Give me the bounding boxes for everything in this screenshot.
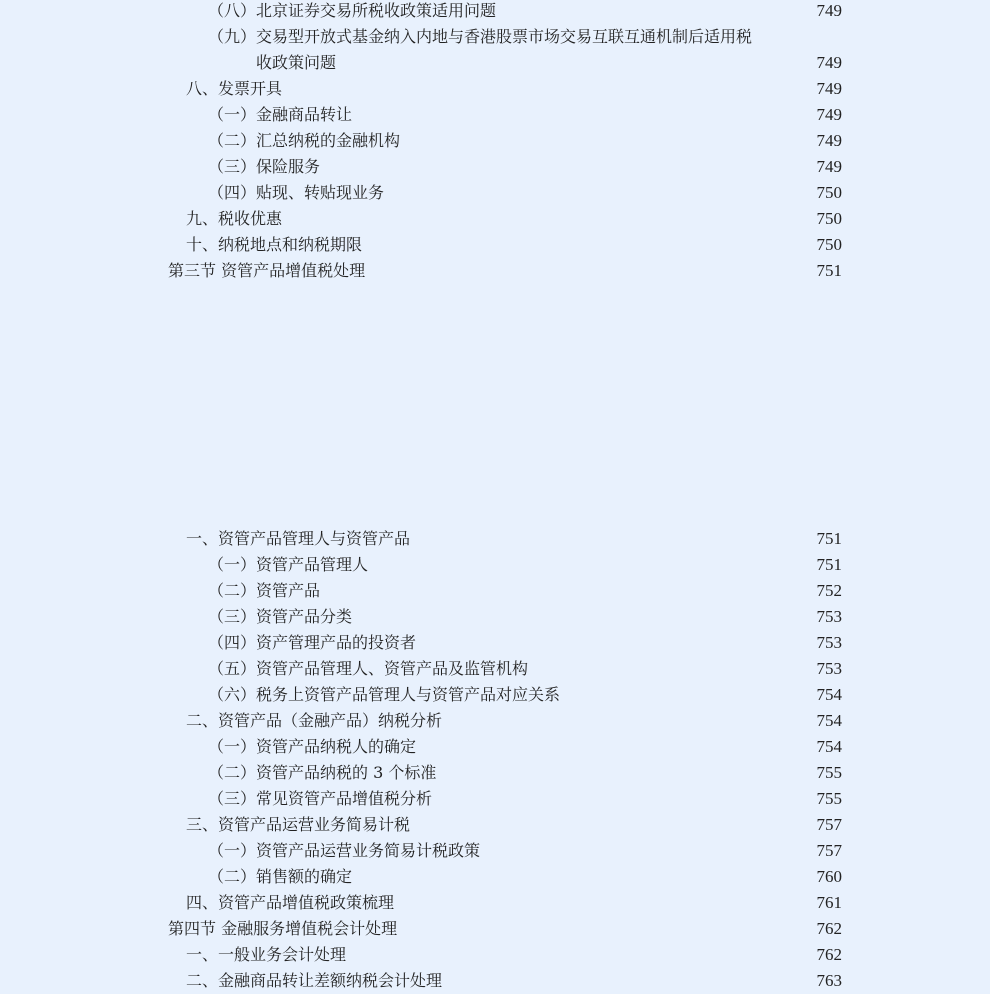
toc-entry-page-number: 754 [816, 737, 842, 756]
toc-entry-page-number: 750 [816, 209, 842, 228]
toc-entry [0, 760, 990, 786]
toc-entry [0, 102, 990, 128]
toc-entry-title: 一、一般业务会计处理 [186, 945, 347, 964]
toc-entry-page-number: 753 [816, 607, 842, 626]
toc-entry-page-number: 749 [816, 53, 842, 72]
toc-entry-page-number: 762 [816, 945, 842, 964]
toc-entry [0, 578, 990, 604]
toc-entry-title: 八、发票开具 [186, 79, 283, 98]
toc-entry-title: 第四节 金融服务增值税会计处理 [168, 919, 398, 938]
toc-entry-title: （二）销售额的确定 [208, 867, 353, 886]
toc-entry [0, 180, 990, 206]
toc-entry [0, 786, 990, 812]
toc-entry [0, 154, 990, 180]
toc-entry-title: 第三节 资管产品增值税处理 [168, 261, 366, 280]
toc-entry-title: （一）资管产品运营业务简易计税政策 [208, 841, 481, 860]
toc-entry-page-number: 753 [816, 633, 842, 652]
toc-section-heading [0, 916, 990, 942]
toc-section-heading [0, 258, 990, 284]
toc-entry [0, 24, 990, 50]
toc-entry-title: 三、资管产品运营业务简易计税 [186, 815, 411, 834]
toc-entry-title: （五）资管产品管理人、资管产品及监管机构 [208, 659, 529, 678]
toc-entry [0, 942, 990, 968]
toc-entry-title: （八）北京证券交易所税收政策适用问题 [208, 1, 497, 20]
toc-entry-page-number: 749 [816, 1, 842, 20]
toc-entry-title: （三）保险服务 [208, 157, 321, 176]
toc-entry [0, 838, 990, 864]
toc-entry-page-number: 751 [816, 529, 842, 548]
toc-entry [0, 968, 990, 994]
toc-entry [0, 890, 990, 916]
toc-entry-title: 一、资管产品管理人与资管产品 [186, 529, 411, 548]
toc-entry [0, 76, 990, 102]
toc-entry-page-number: 749 [816, 131, 842, 150]
toc-entry-page-number: 757 [816, 815, 842, 834]
toc-entry [0, 864, 990, 890]
toc-entry [0, 708, 990, 734]
toc-entry-page-number: 752 [816, 581, 842, 600]
toc-entry-title: （二）汇总纳税的金融机构 [208, 131, 401, 150]
toc-entry-title: （二）资管产品 [208, 581, 321, 600]
toc-entry-page-number: 750 [816, 183, 842, 202]
toc-entry [0, 206, 990, 232]
toc-entry-page-number: 754 [816, 711, 842, 730]
toc-entry-title: （一）资管产品管理人 [208, 555, 369, 574]
toc-entry [0, 682, 990, 708]
toc-entry [0, 526, 990, 552]
toc-entry [0, 0, 990, 24]
toc-entry-title: （四）资产管理产品的投资者 [208, 633, 417, 652]
toc-entry-title: （九）交易型开放式基金纳入内地与香港股票市场交易互联互通机制后适用税 [208, 27, 753, 46]
toc-entry [0, 552, 990, 578]
toc-entry-page-number: 754 [816, 685, 842, 704]
toc-entry-page-number: 749 [816, 105, 842, 124]
toc-entry-page-number: 763 [816, 971, 842, 990]
toc-entry-page-number: 757 [816, 841, 842, 860]
toc-entry-page-number: 751 [816, 261, 842, 280]
toc-entry-title: 九、税收优惠 [186, 209, 283, 228]
toc-entry-title: （六）税务上资管产品管理人与资管产品对应关系 [208, 685, 561, 704]
toc-entry-page-number: 760 [816, 867, 842, 886]
toc-entry-title: （二）资管产品纳税的 3 个标准 [208, 763, 437, 782]
toc-entry-page-number: 751 [816, 555, 842, 574]
toc-entry-title: （四）贴现、转贴现业务 [208, 183, 385, 202]
toc-entry-title: （一）金融商品转让 [208, 105, 353, 124]
toc-entry-title: 四、资管产品增值税政策梳理 [186, 893, 395, 912]
toc-entry-page-number: 753 [816, 659, 842, 678]
toc-entry [0, 232, 990, 258]
toc-entry-title: 收政策问题 [256, 53, 337, 72]
toc-entry-title: 十、纳税地点和纳税期限 [186, 235, 363, 254]
toc-entry [0, 604, 990, 630]
toc-entry [0, 656, 990, 682]
toc-entry-title: （三）常见资管产品增值税分析 [208, 789, 433, 808]
toc-entry-page-number: 755 [816, 763, 842, 782]
toc-entry [0, 50, 990, 76]
toc-entry-title: 二、资管产品（金融产品）纳税分析 [186, 711, 443, 730]
toc-entry-page-number: 761 [816, 893, 842, 912]
toc-entry-page-number: 749 [816, 79, 842, 98]
toc-entry [0, 128, 990, 154]
toc-entry [0, 734, 990, 760]
toc-entry-title: （三）资管产品分类 [208, 607, 353, 626]
toc-entry [0, 812, 990, 838]
toc-entry-page-number: 749 [816, 157, 842, 176]
toc-entry [0, 630, 990, 656]
toc-entry-page-number: 750 [816, 235, 842, 254]
toc-entry-title: （一）资管产品纳税人的确定 [208, 737, 417, 756]
toc-entry-page-number: 755 [816, 789, 842, 808]
toc-entry-title: 二、金融商品转让差额纳税会计处理 [186, 971, 443, 990]
toc-entry-page-number: 762 [816, 919, 842, 938]
